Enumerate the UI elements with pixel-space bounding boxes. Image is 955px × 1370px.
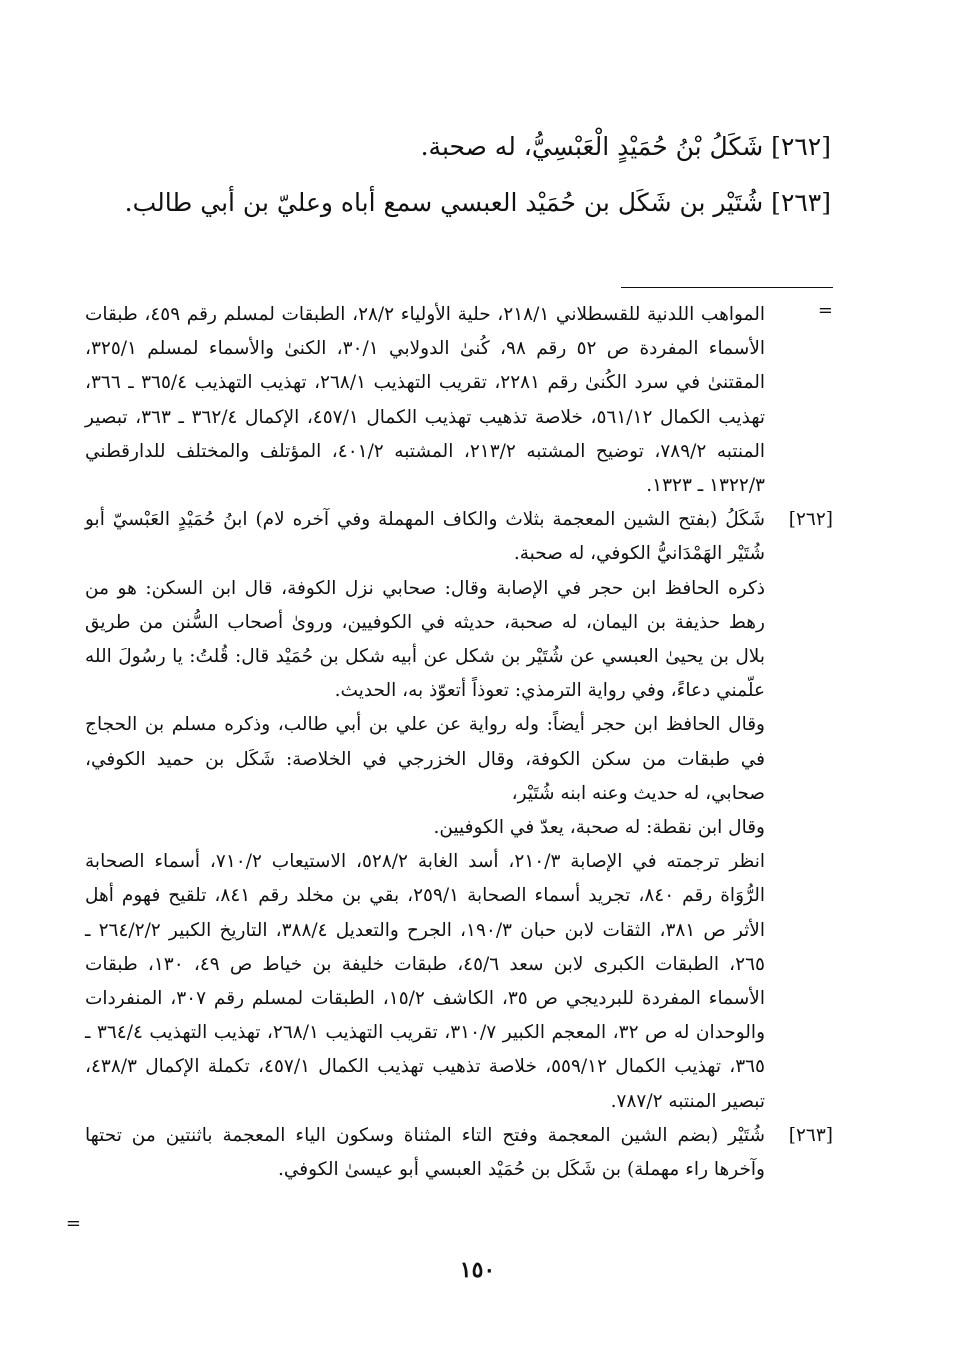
footnotes-section bbox=[85, 298, 833, 1187]
footnote-262-paragraph: ذكره الحافظ ابن حجر في الإصابة وقال: صحابي نزل الكوفة، قال ابن السكن: هو من رهط حذيفة بن اليمان، له صحبة، حديثه في الكوفيين، وروىٰ أصحاب السُّنن من طريق بلال بن يحيىٰ العبسي عن شُتَيْر بن شكل عن أبيه شكل بن حُمَيْد قال: قُلتُ: يا رسُولَ الله علّمني دعاءً، وفي رواية الترمذي: تعوذاً أتعوّذ به، الحديث. bbox=[85, 577, 765, 702]
continuation-marker: = bbox=[817, 300, 833, 321]
page-number: ١٥٠ bbox=[459, 1257, 496, 1283]
footnote-number-262: [٢٦٢] bbox=[788, 509, 833, 531]
main-entry-262: [٢٦٢] شَكَلُ بْنُ حُمَيْدٍ الْعَبْسِيُّ، له صحبة. bbox=[420, 132, 831, 161]
footnote-262-references: انظر ترجمته في الإصابة ٢١٠/٣، أسد الغابة ٥٢٨/٢، الاستيعاب ٧١٠/٢، أسماء الصحابة الرُّوَاة رقم ٨٤٠، تجريد أسماء الصحابة ٢٥٩/١، بقي بن مخلد رقم ٨٤١، تلقيح فهوم أهل الأثر ص ٣٨١، الثقات لابن حبان ١٩٠/٣، الجرح والتعديل ٣٨٨/٤، التاريخ الكبير ٢٦٤/٢/٢ ـ ٢٦٥، الطبقات الكبرى لابن سعد ٤٥/٦، طبقات خليفة بن خياط ص ٤٩، ١٣٠، طبقات الأسماء المفردة للبرديجي ص ٣٥، الكاشف ١٥/٢، الطبقات لمسلم رقم ٣٠٧، المنفردات والوحدان له ص ٣٢، المعجم الكبير ٣١٠/٧، تقريب التهذيب ٢٦٨/١، تهذيب التهذيب ٣٦٤/٤ ـ ٣٦٥، تهذيب الكمال ٥٥٩/١٢، خلاصة تذهيب تهذيب الكمال ٤٥٧/١، تكملة الإكمال ٤٣٨/٣، تبصير المنتبه ٧٨٧/٢. bbox=[85, 851, 765, 1112]
footnote-263-text: شُتَيْر (بضم الشين المعجمة وفتح التاء المثناة وسكون الياء المعجمة باثنتين من تحتها وآخرها راء مهملة) بن شَكَل بن حُمَيْد العبسي أبو عيسىٰ الكوفي. bbox=[85, 1124, 765, 1181]
footnote-divider bbox=[621, 287, 833, 288]
continues-marker: = bbox=[65, 1213, 81, 1234]
main-entry-263: [٢٦٣] شُتَيْر بن شَكَل بن حُمَيْد العبسي سمع أباه وعليّ بن أبي طالب. bbox=[124, 188, 831, 217]
footnote-number-263: [٢٦٣] bbox=[788, 1124, 833, 1146]
footnote-263 bbox=[85, 1119, 833, 1187]
footnote-262-paragraph: وقال الحافظ ابن حجر أيضاً: وله رواية عن علي بن أبي طالب، وذكره مسلم بن الحجاج في طبقات من سكن الكوفة، وقال الخزرجي في الخلاصة: شَكَل بن حميد الكوفي، صحابي، له حديث وعنه ابنه شُتَيْر، bbox=[85, 714, 765, 804]
footnote-continuation: المواهب اللدنية للقسطلاني ٢١٨/١، حلية الأولياء ٢٨/٢، الطبقات لمسلم رقم ٤٥٩، طبقات الأسماء المفردة ص ٥٢ رقم ٩٨، كُنىٰ الدولابي ٣٠/١، الكنىٰ والأسماء لمسلم ٣٢٥/١، المقتنىٰ في سرد الكُنىٰ رقم ٢٢٨١، تقريب التهذيب ٢٦٨/١، تهذيب التهذيب ٣٦٥/٤ ـ ٣٦٦، تهذيب الكمال ٥٦١/١٢، خلاصة تذهيب تهذيب الكمال ٤٥٧/١، الإكمال ٣٦٢/٤ ـ ٣٦٣، تبصير المنتبه ٧٨٩/٢، توضيح المشتبه ٢١٣/٢، المشتبه ٤٠١/٢، المؤتلف والمختلف للدارقطني ١٣٢٢/٣ ـ ١٣٢٣. bbox=[85, 304, 766, 497]
footnote-262 bbox=[85, 503, 833, 1119]
footnote-262-paragraph: وقال ابن نقطة: له صحبة، يعدّ في الكوفيين. bbox=[433, 817, 765, 839]
footnote-262-heading: شَكَلُ (بفتح الشين المعجمة بثلاث والكاف المهملة وفي آخره لام) ابنُ حُمَيْدٍ العَبْسيّ أبو شُتَيْر الهَمْدَانيُّ الكوفي، له صحبة. bbox=[85, 509, 765, 565]
